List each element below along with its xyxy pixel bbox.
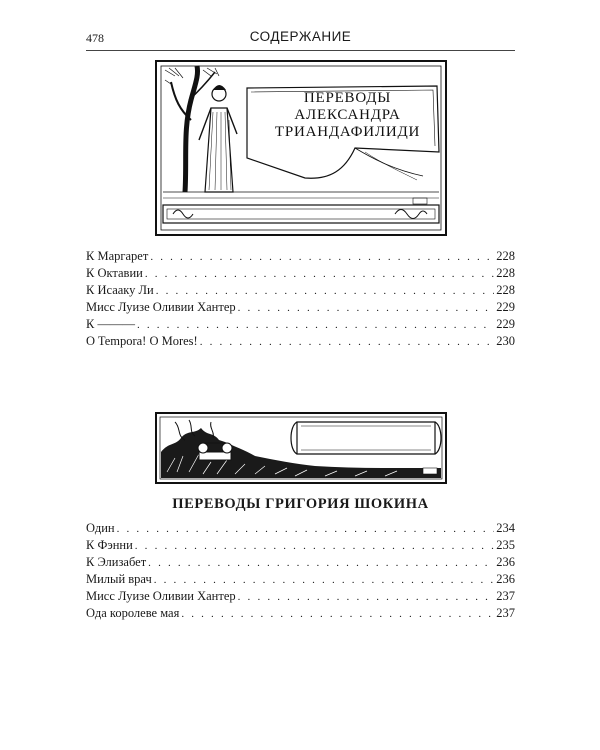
dot-leader bbox=[154, 572, 495, 589]
toc-entry[interactable] bbox=[86, 265, 515, 282]
toc-entry-title: Мисс Луизе Оливии Хантер bbox=[86, 300, 236, 314]
toc-entry-title: К ——— bbox=[86, 317, 135, 331]
toc-entry[interactable] bbox=[86, 520, 515, 537]
toc-entry-title: Милый врач bbox=[86, 572, 152, 586]
page-number: 478 bbox=[86, 31, 104, 45]
toc-entry-title: Мисс Луизе Оливии Хантер bbox=[86, 589, 236, 603]
toc-section-2 bbox=[86, 520, 515, 622]
toc-entry-title: К Октавии bbox=[86, 266, 143, 280]
toc-entry-page: 228 bbox=[496, 249, 515, 263]
dot-leader bbox=[145, 266, 494, 283]
toc-entry-page: 235 bbox=[496, 538, 515, 552]
toc-section-1 bbox=[86, 248, 515, 350]
illustration-ruins-scroll bbox=[155, 412, 447, 484]
toc-entry-page: 228 bbox=[496, 266, 515, 280]
toc-entry-page: 237 bbox=[496, 606, 515, 620]
toc-entry[interactable] bbox=[86, 588, 515, 605]
toc-entry-title: Один bbox=[86, 521, 115, 535]
toc-entry[interactable] bbox=[86, 299, 515, 316]
toc-entry[interactable] bbox=[86, 605, 515, 622]
toc-entry-title: К Элизабет bbox=[86, 555, 147, 569]
toc-entry-page: 228 bbox=[496, 283, 515, 297]
toc-entry-page: 234 bbox=[496, 521, 515, 535]
toc-entry[interactable] bbox=[86, 537, 515, 554]
banner-line-3: ТРИАНДАФИЛИДИ bbox=[274, 124, 421, 140]
toc-entry[interactable] bbox=[86, 333, 515, 350]
running-title: СОДЕРЖАНИЕ bbox=[249, 29, 352, 44]
banner-line-1: ПЕРЕВОДЫ bbox=[303, 90, 392, 106]
toc-entry-page: 230 bbox=[496, 334, 515, 348]
section-2-title: ПЕРЕВОДЫ ГРИГОРИЯ ШОКИНА bbox=[172, 496, 429, 512]
dot-leader bbox=[238, 589, 495, 606]
dot-leader bbox=[181, 606, 494, 623]
engraving-2-svg bbox=[155, 412, 447, 484]
dot-leader bbox=[200, 334, 495, 351]
toc-entry[interactable] bbox=[86, 554, 515, 571]
banner-line-2: АЛЕКСАНДРА bbox=[294, 107, 401, 123]
toc-entry[interactable] bbox=[86, 571, 515, 588]
dot-leader bbox=[156, 283, 495, 300]
toc-entry[interactable] bbox=[86, 248, 515, 265]
toc-entry-page: 236 bbox=[496, 572, 515, 586]
toc-entry-title: К Маргарет bbox=[86, 249, 149, 263]
toc-entry[interactable] bbox=[86, 316, 515, 333]
dot-leader bbox=[238, 300, 495, 317]
toc-entry-title: К Фэнни bbox=[86, 538, 133, 552]
toc-entry-title: Ода королеве мая bbox=[86, 606, 180, 620]
toc-entry[interactable] bbox=[86, 282, 515, 299]
toc-entry-title: O Tempora! O Mores! bbox=[86, 334, 198, 348]
banner-title bbox=[250, 90, 445, 141]
dot-leader bbox=[117, 521, 495, 538]
dot-leader bbox=[135, 538, 494, 555]
toc-entry-page: 229 bbox=[496, 300, 515, 314]
toc-entry-page: 237 bbox=[496, 589, 515, 603]
toc-entry-title: К Исааку Ли bbox=[86, 283, 154, 297]
page-header bbox=[86, 30, 515, 51]
illustration-woman-banner bbox=[155, 60, 447, 236]
toc-entry-page: 236 bbox=[496, 555, 515, 569]
toc-entry-page: 229 bbox=[496, 317, 515, 331]
dot-leader bbox=[150, 249, 494, 266]
engraving-1-svg bbox=[155, 60, 447, 236]
dot-leader bbox=[148, 555, 494, 572]
dot-leader bbox=[137, 317, 494, 334]
